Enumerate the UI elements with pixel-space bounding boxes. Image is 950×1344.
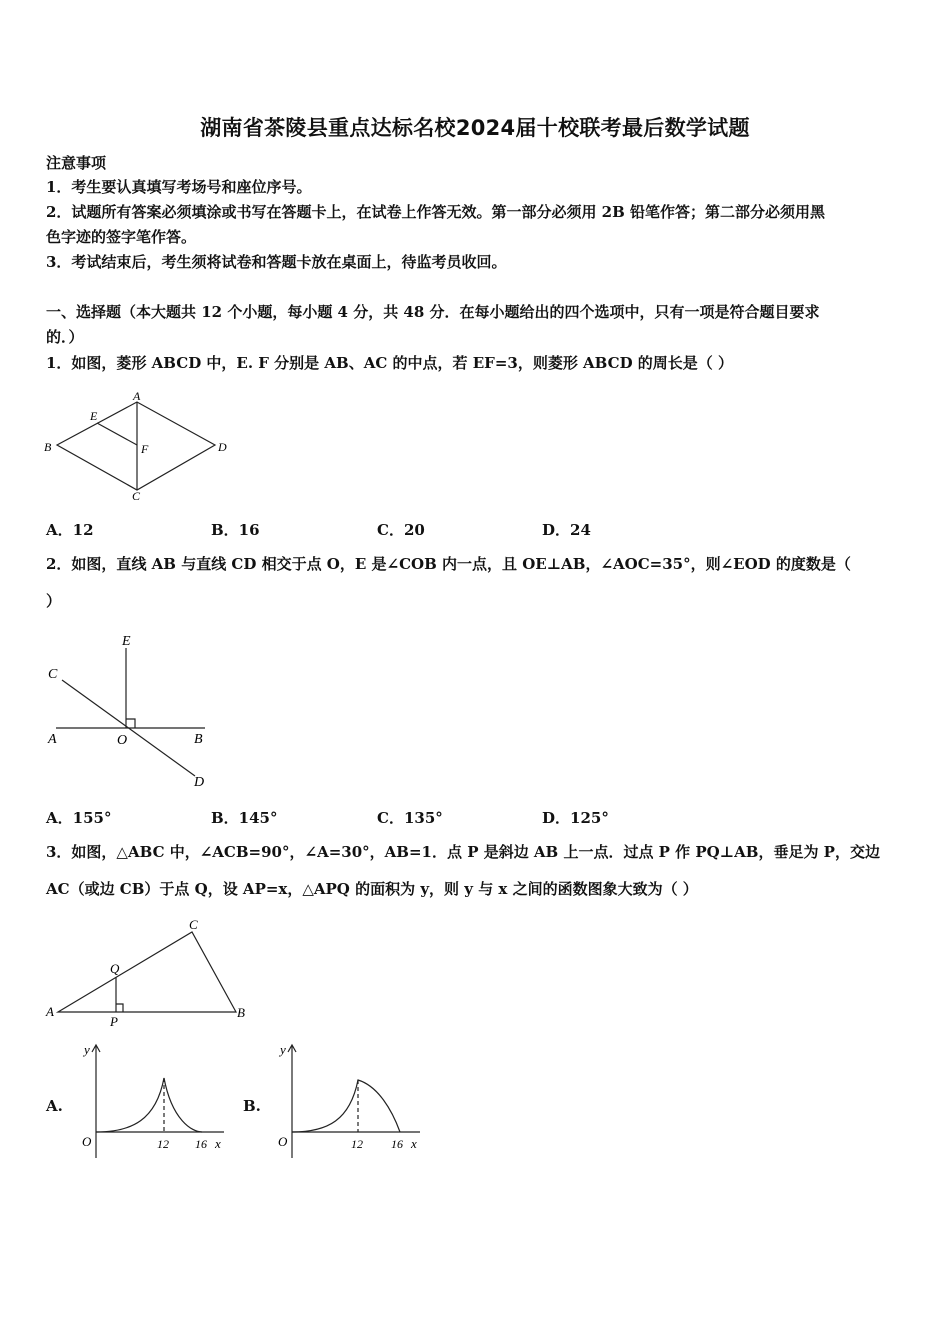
label-b: B — [44, 440, 52, 454]
q2-stem: 2．如图，直线 AB 与直线 CD 相交于点 O，E 是∠COB 内一点，且 OE⊥AB，∠AOC=35°，则∠EOD 的度数是（ — [46, 555, 851, 573]
curve-a — [96, 1078, 202, 1132]
q3-option-a-label[interactable]: A. — [46, 1097, 63, 1115]
q1-option-c[interactable]: C．20 — [377, 521, 425, 539]
triangle-abc — [58, 932, 236, 1012]
segment-ef — [97, 423, 137, 445]
exam-title: 湖南省茶陵县重点达标名校2024届十校联考最后数学试题 — [200, 116, 750, 140]
label-b: B — [194, 732, 203, 747]
label-d: D — [218, 440, 227, 454]
origin-label: O — [82, 1134, 92, 1149]
q1-stem: 1．如图，菱形 ABCD 中，E. F 分别是 AB、AC 的中点，若 EF=3，则菱形 ABCD 的周长是（ ） — [46, 354, 734, 372]
q2-option-d[interactable]: D．125° — [542, 809, 609, 827]
q3-stem-line1: 3．如图，△ABC 中，∠ACB=90°，∠A=30°，AB=1．点 P 是斜边 AB 上一点．过点 P 作 PQ⊥AB，垂足为 P，交边 — [46, 843, 880, 861]
rhombus-abcd — [57, 402, 215, 490]
q3-stem-line2: AC（或边 CB）于点 Q，设 AP=x，△APQ 的面积为 y，则 y 与 x 之间的函数图象大致为（ ） — [46, 880, 698, 898]
note-3: 3．考试结束后，考生须将试卷和答题卡放在桌面上，待监考员收回。 — [46, 253, 507, 271]
y-label: y — [84, 1042, 90, 1057]
label-a: A — [46, 1004, 54, 1019]
q3-option-b-graph[interactable] — [270, 1040, 425, 1165]
section-heading-line2: 的．） — [46, 328, 84, 346]
tick-16: 16 — [391, 1137, 403, 1151]
label-q: Q — [110, 961, 120, 976]
tick-16: 16 — [195, 1137, 207, 1151]
label-c: C — [189, 917, 198, 932]
label-e: E — [90, 409, 98, 423]
y-label: y — [280, 1042, 286, 1057]
q2-option-b[interactable]: B．145° — [211, 809, 278, 827]
q2-lines-figure — [40, 628, 220, 793]
label-p: P — [110, 1014, 118, 1029]
label-o: O — [117, 733, 128, 748]
note-2-line2: 色字迹的签字笔作答。 — [46, 228, 197, 246]
q3-option-a-graph[interactable] — [74, 1040, 229, 1165]
notes-heading: 注意事项 — [46, 154, 107, 172]
q2-stem-end: ） — [46, 592, 62, 610]
label-a: A — [48, 732, 57, 747]
q3-option-b-label[interactable]: B. — [243, 1097, 261, 1115]
note-1: 1．考生要认真填写考场号和座位序号。 — [46, 178, 312, 196]
right-angle-mark — [116, 1004, 123, 1012]
label-d: D — [194, 775, 205, 790]
label-b: B — [237, 1005, 245, 1020]
q1-option-d[interactable]: D．24 — [542, 521, 591, 539]
tick-12: 12 — [351, 1137, 363, 1151]
label-c: C — [132, 489, 141, 503]
origin-label: O — [278, 1134, 288, 1149]
label-f: F — [141, 442, 149, 456]
tick-12: 12 — [157, 1137, 169, 1151]
label-a: A — [133, 389, 141, 403]
section-heading-line1: 一、选择题（本大题共 12 个小题，每小题 4 分，共 48 分．在每小题给出的四个选项中，只有一项是符合题目要求 — [46, 303, 820, 321]
q2-option-a[interactable]: A．155° — [46, 809, 112, 827]
q1-option-a[interactable]: A．12 — [46, 521, 94, 539]
note-2-line1: 2．试题所有答案必须填涂或书写在答题卡上，在试卷上作答无效。第一部分必须用 2B 铅笔作答；第二部分必须用黑 — [46, 203, 826, 221]
curve-b — [292, 1080, 400, 1132]
q3-triangle-figure — [40, 915, 250, 1035]
x-label: x — [411, 1136, 417, 1151]
label-e: E — [122, 634, 131, 649]
q1-rhombus-figure — [40, 385, 240, 505]
label-c: C — [48, 667, 58, 682]
q2-option-c[interactable]: C．135° — [377, 809, 443, 827]
x-label: x — [215, 1136, 221, 1151]
q1-option-b[interactable]: B．16 — [211, 521, 260, 539]
